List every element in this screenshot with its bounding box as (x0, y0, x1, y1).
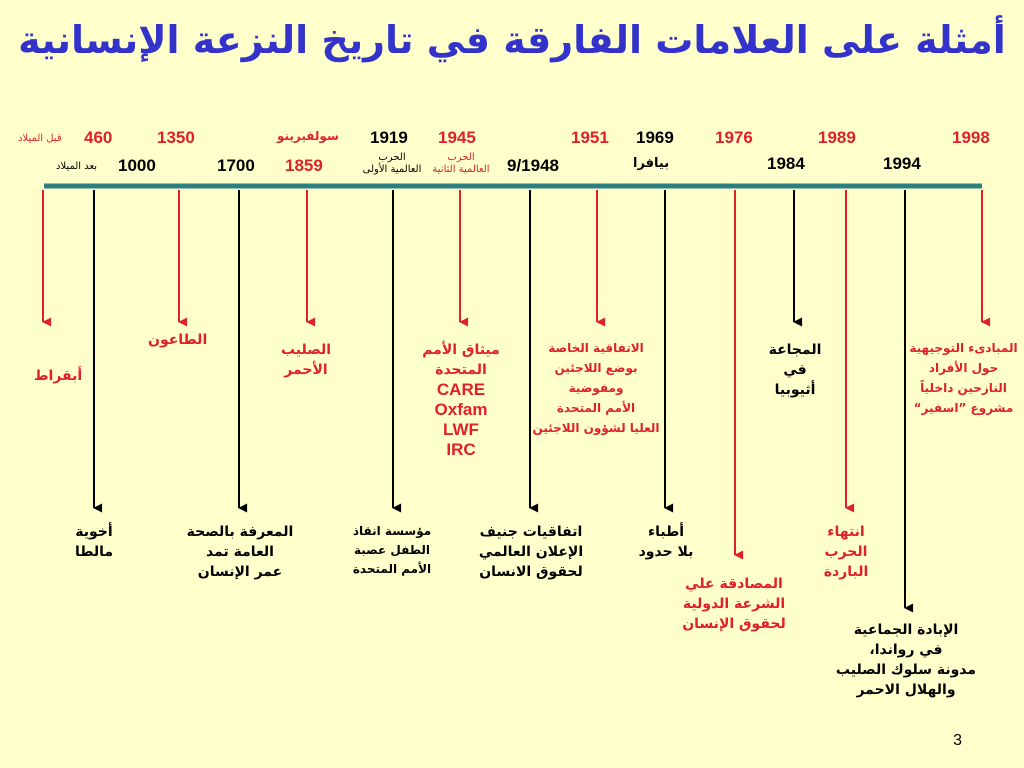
ad-label: بعد الميلاد (56, 161, 98, 172)
year-1984: 1984 (767, 154, 805, 173)
event-refugee-convention: الاتفاقية الخاصة بوضع اللاجئين ومفوضية الأمم المتحدة العليا لشؤون اللاجئين (532, 341, 660, 435)
ww2-note: الحرب العالمية الثانية (432, 152, 490, 175)
event-hippocrates: أبقراط (34, 368, 83, 384)
bc-label: قبل الميلاد (18, 133, 62, 144)
event-save-children: مؤسسة انقاذ الطفل عصبة الأمم المتحدة (352, 524, 432, 576)
year-460: 460 (84, 128, 113, 147)
year-1350: 1350 (157, 128, 195, 147)
ww1-note: الحرب العالمية الأولى (362, 152, 422, 175)
event-malta: أخوية مالطا (74, 524, 114, 560)
event-famine: المجاعة في أثيوبيا (768, 342, 822, 398)
year-1951: 1951 (571, 128, 609, 147)
page-title: أمثلة على العلامات الفارقة في تاريخ النزعة الإنسانية (18, 18, 1006, 62)
event-plague: الطاعون (148, 332, 208, 348)
event-guiding-principles: المبادىء التوجيهية حول الأفراد النازحين داخلياً مشروع ”اسفير“ (909, 341, 1018, 415)
year-1998: 1998 (952, 128, 990, 147)
year-1948: 9/1948 (507, 156, 559, 175)
event-public-health: المعرفة بالصحة العامة تمد عمر الإنسان (186, 524, 294, 580)
solferino-label: سولفيرينو (277, 129, 339, 143)
event-cold-war: انتهاء الحرب الباردة (823, 524, 869, 580)
year-1994: 1994 (883, 154, 921, 173)
year-1000: 1000 (118, 156, 156, 175)
page-number: 3 (953, 732, 962, 749)
event-msf: أطباء بلا حدود (638, 524, 694, 560)
event-geneva: اتفاقيات جنيف الإعلان العالمي لحقوق الانسان (478, 524, 584, 580)
event-un-charter: ميثاق الأمم المتحدة CARE Oxfam LWF IRC (422, 342, 500, 459)
year-1976: 1976 (715, 128, 753, 147)
biafra-label: بيافرا (633, 156, 670, 171)
event-ratification: المصادقة علي الشرعة الدولية لحقوق الإنسان (682, 576, 786, 632)
year-1945: 1945 (438, 128, 476, 147)
event-red-cross: الصليب الأحمر (280, 342, 332, 378)
event-rwanda: الإبادة الجماعية في رواندا، مدونة سلوك الصليب والهلال الاحمر (835, 622, 977, 698)
year-1969: 1969 (636, 128, 674, 147)
year-1859: 1859 (285, 156, 323, 175)
year-1700: 1700 (217, 156, 255, 175)
year-1919: 1919 (370, 128, 408, 147)
year-1989: 1989 (818, 128, 856, 147)
